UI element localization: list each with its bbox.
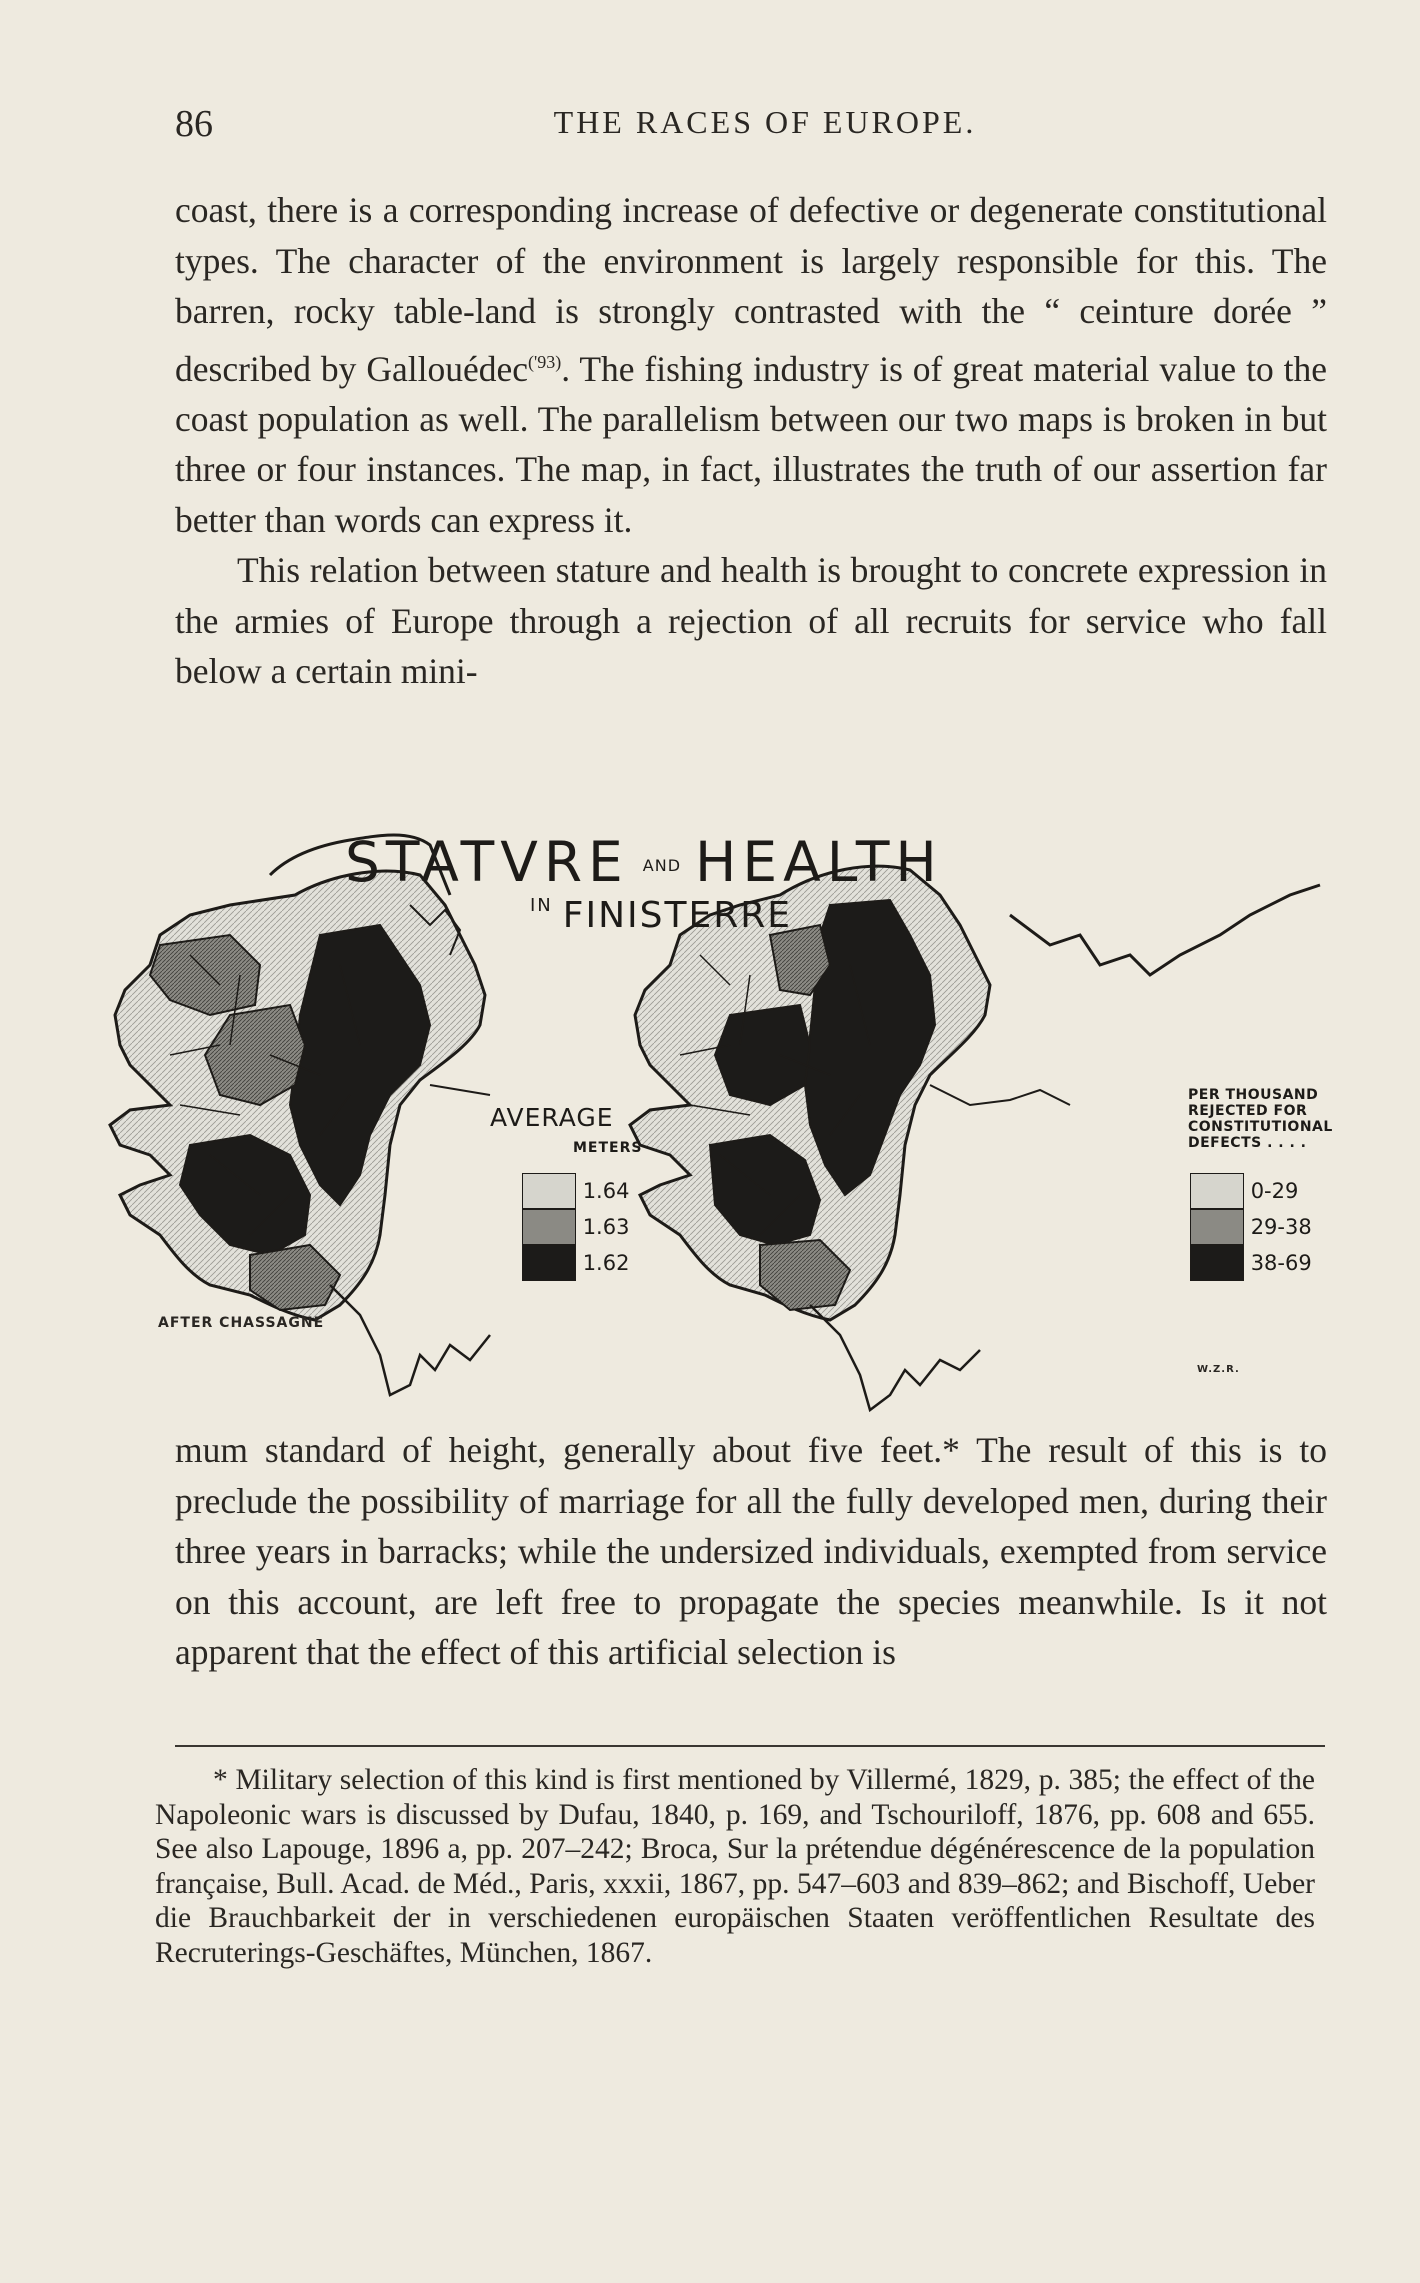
footnote (155, 1763, 1315, 1970)
paragraph-text: . The fishing industry is of great material value to the coast population as well. The parallelism between our two maps is broken in but three or four instances. The map, in fact, illustrates the truth of our assertion far better than words can express it. (175, 348, 1327, 540)
body-text-top (175, 185, 1327, 697)
health-legend-item (1190, 1245, 1312, 1281)
figure-title (345, 830, 943, 894)
paragraph: mum standard of height, generally about five feet.* The result of this is to preclude the possibility of marriage for all the fully developed men, during their three years in barracks; while the undersized individuals, exempted from service on this account, are left free to propagate the species meanwhile. Is it not apparent that the effect of this artificial selection is (175, 1430, 1327, 1672)
legend-swatch (522, 1245, 576, 1281)
legend-swatch (1190, 1173, 1244, 1209)
left-map (110, 835, 490, 1395)
figure-subtitle-in: IN (530, 895, 553, 916)
stature-legend-units: METERS (573, 1140, 643, 1156)
health-legend-item (1190, 1173, 1298, 1209)
stature-legend-item (522, 1209, 629, 1245)
page-number: 86 (175, 103, 213, 145)
figure-subtitle (530, 895, 792, 936)
legend-swatch (522, 1209, 576, 1245)
stature-health-map-figure (90, 815, 1390, 1415)
footnote-text: * Military selection of this kind is first mentioned by Villermé, 1829, p. 385; the effect of the Napoleonic wars is discussed by Dufau, 1840, p. 169, and Tschouriloff, 1876, pp. 608 and 655. See also Lapouge, 1896 a, pp. 207–242; Broca, Sur la prétendue dégénérescence de la population française, Bull. Acad. de Méd., Paris, xxxii, 1867, pp. 547–603 and 839–862; and Bischoff, Ueber die Brauchbarkeit der in verschiedenen europäischen Staaten veröffentlichen Resultate des Recruterings-Geschäftes, München, 1867. (155, 1764, 1315, 1969)
footnote-rule (175, 1745, 1325, 1747)
health-legend-item (1190, 1209, 1312, 1245)
citation-ref: ('93) (527, 351, 562, 372)
figure-title-left: STATVRE (345, 830, 629, 894)
map-credit: AFTER CHASSAGNE (158, 1315, 325, 1331)
figure-title-right: HEALTH (695, 830, 943, 894)
legend-label: 0-29 (1250, 1179, 1299, 1203)
stature-legend-item (522, 1173, 629, 1209)
paragraph (175, 185, 1327, 545)
stature-legend-title: AVERAGE (490, 1103, 614, 1132)
figure-subtitle-text: FINISTERRE (562, 895, 793, 936)
stature-legend-item (522, 1245, 629, 1281)
legend-swatch (1190, 1209, 1244, 1245)
body-text-bottom (175, 1425, 1327, 1678)
running-head (175, 102, 1315, 152)
running-title: THE RACES OF EUROPE. (553, 104, 977, 140)
legend-label: 1.64 (582, 1179, 630, 1203)
legend-swatch (1190, 1245, 1244, 1281)
legend-label: 38-69 (1250, 1251, 1312, 1275)
legend-label: 29-38 (1250, 1215, 1312, 1239)
health-legend-title: PER THOUSAND REJECTED FOR CONSTITUTIONAL DEFECTS . . . . (1188, 1087, 1333, 1151)
illustrator-initials: W.Z.R. (1197, 1364, 1240, 1375)
paragraph: This relation between stature and health is brought to concrete expression in the armies of Europe through a rejection of all recruits for service who fall below a certain mini- (175, 550, 1327, 692)
legend-label: 1.63 (582, 1215, 630, 1239)
legend-swatch (522, 1173, 576, 1209)
legend-label: 1.62 (582, 1251, 630, 1275)
paragraph-text: coast, there is a corresponding increase of defective or degenerate constitutional types. The character of the environment is largely responsible for this. The barren, rocky table-land is strongly contrasted with the “ ceinture dorée ” described by Gallouédec (175, 190, 1327, 389)
figure-title-and: AND (642, 856, 682, 876)
